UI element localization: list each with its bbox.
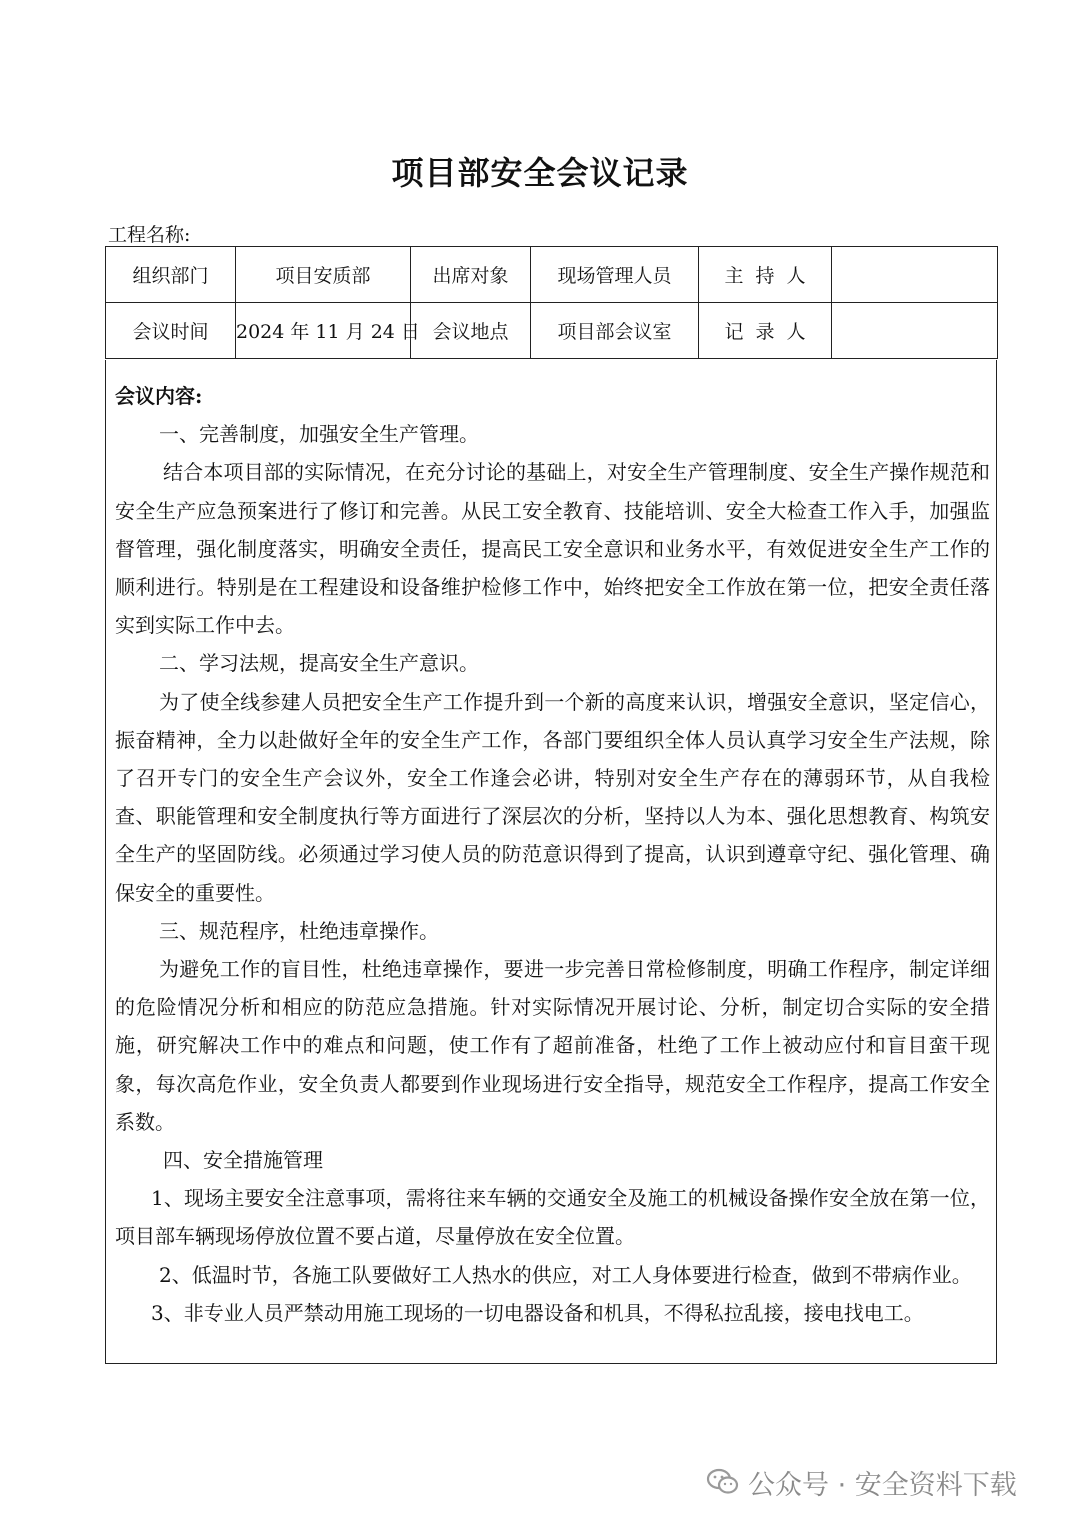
attendees-label: 出席对象 bbox=[411, 247, 531, 303]
recorder-value bbox=[832, 303, 998, 359]
org-label: 组织部门 bbox=[106, 247, 236, 303]
recorder-label: 记录人 bbox=[699, 303, 832, 359]
org-value: 项目安质部 bbox=[236, 247, 411, 303]
watermark-text: 公众号 · 安全资料下载 bbox=[748, 1469, 1017, 1501]
section3-title: 三、规范程序，杜绝违章操作。 bbox=[159, 918, 439, 943]
section4-title: 四、安全措施管理 bbox=[163, 1148, 323, 1173]
page-title: 项目部安全会议记录 bbox=[391, 154, 689, 192]
location-value: 项目部会议室 bbox=[531, 303, 699, 359]
item2: 2、低温时节，各施工队要做好工人热水的供应，对工人身体要进行检查，做到不带病作业。 bbox=[159, 1262, 972, 1287]
location-label: 会议地点 bbox=[411, 303, 531, 359]
section3-body: 为避免工作的盲目性，杜绝违章操作，要进一步完善日常检修制度，明确工作程序，制定详细的危险情况分析和相应的防范应急措施。针对实际情况开展讨论、分析，制定切合实际的安全措施，研究解决工作中的难点和问题，使工作有了超前准备，杜绝了工作上被动应付和盲目蛮干现象，每次高危作业，安全负责人都要到作业现场进行安全指导，规范安全工作程序，提高工作安全系数。 bbox=[115, 957, 990, 1134]
attendees-value: 现场管理人员 bbox=[531, 247, 699, 303]
table-row bbox=[106, 303, 998, 359]
section2-title: 二、学习法规，提高安全生产意识。 bbox=[159, 651, 479, 676]
time-label: 会议时间 bbox=[106, 303, 236, 359]
section1-body: 结合本项目部的实际情况，在充分讨论的基础上，对安全生产管理制度、安全生产操作规范和安全生产应急预案进行了修订和完善。从民工安全教育、技能培训、安全大检查工作入手，加强监督管理，强化制度落实，明确安全责任，提高民工安全意识和业务水平，有效促进安全生产工作的顺利进行。特别是在工程建设和设备维护检修工作中，始终把安全工作放在第一位，把安全责任落实到实际工作中去。 bbox=[115, 460, 990, 638]
meeting-info-table bbox=[105, 246, 998, 359]
watermark bbox=[706, 1462, 1017, 1502]
meeting-content bbox=[115, 377, 990, 1332]
time-value: 2024 年 11 月 24 日 bbox=[236, 303, 411, 359]
host-label: 主持人 bbox=[699, 247, 832, 303]
item3: 3、非专业人员严禁动用施工现场的一切电器设备和机具，不得私拉乱接，接电找电工。 bbox=[151, 1300, 924, 1325]
content-heading: 会议内容: bbox=[115, 384, 203, 408]
host-value bbox=[832, 247, 998, 303]
item1: 1、现场主要安全注意事项，需将往来车辆的交通安全及施工的机械设备操作安全放在第一位，项目部车辆现场停放位置不要占道，尽量停放在安全位置。 bbox=[115, 1186, 990, 1249]
section2-body: 为了使全线参建人员把安全生产工作提升到一个新的高度来认识，增强安全意识，坚定信心，振奋精神，全力以赴做好全年的安全生产工作，各部门要组织全体人员认真学习安全生产法规，除了召开专门的安全生产会议外，安全工作逢会必讲，特别对安全生产存在的薄弱环节，从自我检查、职能管理和安全制度执行等方面进行了深层次的分析，坚持以人为本、强化思想教育、构筑安全生产的坚固防线。必须通过学习使人员的防范意识得到了提高，认识到遵章守纪、强化管理、确保安全的重要性。 bbox=[115, 689, 990, 905]
table-row bbox=[106, 247, 998, 303]
section1-title: 一、完善制度，加强安全生产管理。 bbox=[159, 422, 479, 447]
project-name-label: 工程名称: bbox=[108, 224, 191, 246]
wechat-icon bbox=[706, 1467, 740, 1497]
